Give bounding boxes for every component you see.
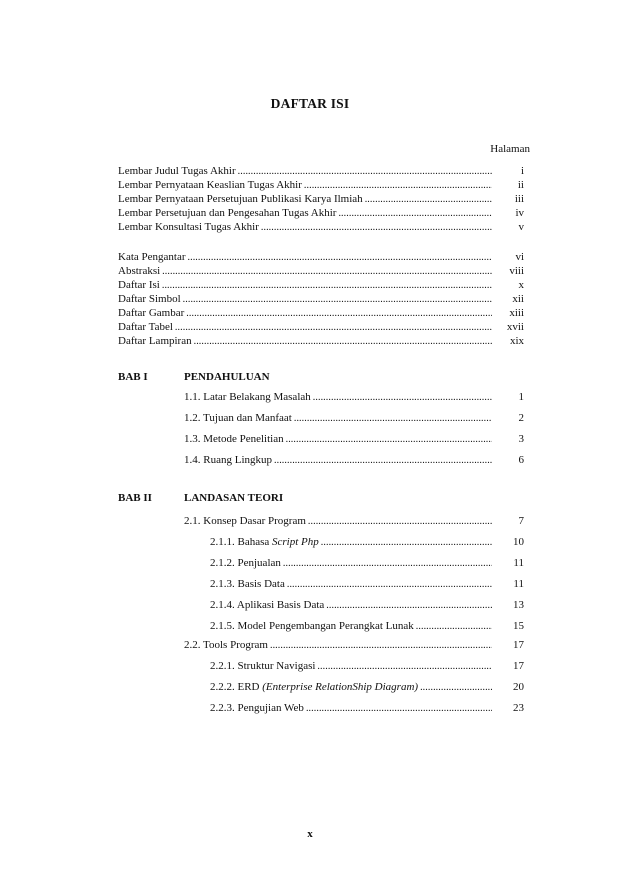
toc-entry bbox=[118, 250, 524, 264]
toc-entry-label: 2.1.2. Penjualan bbox=[210, 557, 281, 569]
toc-entry bbox=[184, 638, 524, 652]
toc-entry bbox=[184, 514, 524, 528]
toc-entry bbox=[118, 306, 524, 320]
toc-entry-label: Daftar Simbol bbox=[118, 293, 181, 305]
chapter-code: BAB I bbox=[118, 371, 148, 383]
toc-entry bbox=[118, 264, 524, 278]
toc-entry-page: ii bbox=[517, 179, 524, 191]
toc-entry-page: 6 bbox=[518, 454, 524, 466]
toc-entry bbox=[118, 334, 524, 348]
toc-entry-page: x bbox=[518, 279, 524, 291]
chapter-title: LANDASAN TEORI bbox=[184, 492, 284, 504]
toc-entry bbox=[184, 390, 524, 404]
toc-entry-label: 1.2. Tujuan dan Manfaat bbox=[184, 412, 292, 424]
toc-entry bbox=[210, 535, 524, 549]
toc-entry-page: 2 bbox=[518, 412, 524, 424]
toc-entry-page: xix bbox=[509, 335, 524, 347]
toc-entry bbox=[210, 701, 524, 715]
toc-entry bbox=[118, 292, 524, 306]
toc-entry-label: Lembar Persetujuan dan Pengesahan Tugas Akhir bbox=[118, 207, 337, 219]
page-number: x bbox=[307, 828, 313, 840]
toc-entry-page: 17 bbox=[513, 639, 524, 651]
chapter-title: PENDAHULUAN bbox=[184, 371, 270, 383]
toc-entry-label: Lembar Konsultasi Tugas Akhir bbox=[118, 221, 259, 233]
toc-entry-label: 2.1.3. Basis Data bbox=[210, 578, 285, 590]
toc-entry-label: Lembar Judul Tugas Akhir bbox=[118, 165, 236, 177]
toc-entry-label: 2.1. Konsep Dasar Program bbox=[184, 515, 306, 527]
toc-entry-label: Lembar Pernyataan Keaslian Tugas Akhir bbox=[118, 179, 302, 191]
toc-entry bbox=[118, 178, 524, 192]
toc-entry bbox=[184, 453, 524, 467]
toc-entry-page: vi bbox=[515, 251, 524, 263]
toc-entry-page: viii bbox=[509, 265, 524, 277]
toc-entry bbox=[210, 680, 524, 694]
toc-entry-page: v bbox=[518, 221, 524, 233]
toc-entry bbox=[210, 556, 524, 570]
toc-entry-label: 2.1.5. Model Pengembangan Perangkat Lunak bbox=[210, 620, 414, 632]
toc-entry-page: 13 bbox=[513, 599, 524, 611]
toc-entry-page: 11 bbox=[513, 578, 524, 590]
toc-entry-label: 2.2. Tools Program bbox=[184, 639, 268, 651]
toc-entry bbox=[118, 220, 524, 234]
toc-entry bbox=[118, 320, 524, 334]
toc-entry-label: 1.4. Ruang Lingkup bbox=[184, 454, 272, 466]
toc-entry-label-italic: (Enterprise RelationShip Diagram) bbox=[262, 681, 419, 693]
toc-entry-page: iv bbox=[515, 207, 524, 219]
toc-entry-label: Daftar Lampiran bbox=[118, 335, 192, 347]
toc-entry-label: Abstraksi bbox=[118, 265, 161, 277]
toc-entry-label: Lembar Pernyataan Persetujuan Publikasi Karya Ilmiah bbox=[118, 193, 363, 205]
toc-entry-label: 2.2.2. ERD bbox=[210, 681, 263, 693]
toc-entry-page: i bbox=[520, 165, 524, 177]
halaman-label: Halaman bbox=[490, 143, 530, 155]
toc-entry-page: xiii bbox=[509, 307, 524, 319]
toc-entry-label: 2.1.1. Bahasa bbox=[210, 536, 273, 548]
toc-entry-page: 7 bbox=[518, 515, 524, 527]
toc-entry-page: 20 bbox=[513, 681, 524, 693]
chapter-code: BAB II bbox=[118, 492, 152, 504]
toc-entry bbox=[210, 659, 524, 673]
toc-entry bbox=[184, 411, 524, 425]
toc-entry-label: Kata Pengantar bbox=[118, 251, 186, 263]
toc-entry-label: 1.1. Latar Belakang Masalah bbox=[184, 391, 311, 403]
toc-entry bbox=[210, 577, 524, 591]
toc-entry-page: xii bbox=[512, 293, 524, 305]
toc-entry-label: Daftar Tabel bbox=[118, 321, 173, 333]
toc-entry bbox=[210, 619, 524, 633]
toc-entry bbox=[118, 206, 524, 220]
toc-entry-label: 1.3. Metode Penelitian bbox=[184, 433, 284, 445]
toc-entry-page: 11 bbox=[513, 557, 524, 569]
toc-entry-label-italic: Script Php bbox=[272, 536, 319, 548]
toc-entry-page: 17 bbox=[513, 660, 524, 672]
toc-entry-label: 2.2.1. Struktur Navigasi bbox=[210, 660, 316, 672]
toc-entry-page: 15 bbox=[513, 620, 524, 632]
toc-entry-page: 23 bbox=[513, 702, 524, 714]
toc-entry-label: 2.2.3. Pengujian Web bbox=[210, 702, 304, 714]
toc-entry bbox=[184, 432, 524, 446]
toc-entry bbox=[118, 278, 524, 292]
toc-entry bbox=[118, 164, 524, 178]
toc-entry-page: iii bbox=[514, 193, 524, 205]
toc-entry bbox=[210, 598, 524, 612]
toc-entry bbox=[118, 192, 524, 206]
toc-entry-label: Daftar Gambar bbox=[118, 307, 185, 319]
toc-entry-label: Daftar Isi bbox=[118, 279, 160, 291]
toc-entry-label: 2.1.4. Aplikasi Basis Data bbox=[210, 599, 325, 611]
page-title: DAFTAR ISI bbox=[270, 96, 350, 111]
toc-entry-page: xvii bbox=[506, 321, 524, 333]
toc-entry-page: 3 bbox=[518, 433, 524, 445]
toc-entry-page: 10 bbox=[513, 536, 524, 548]
toc-entry-page: 1 bbox=[518, 391, 524, 403]
